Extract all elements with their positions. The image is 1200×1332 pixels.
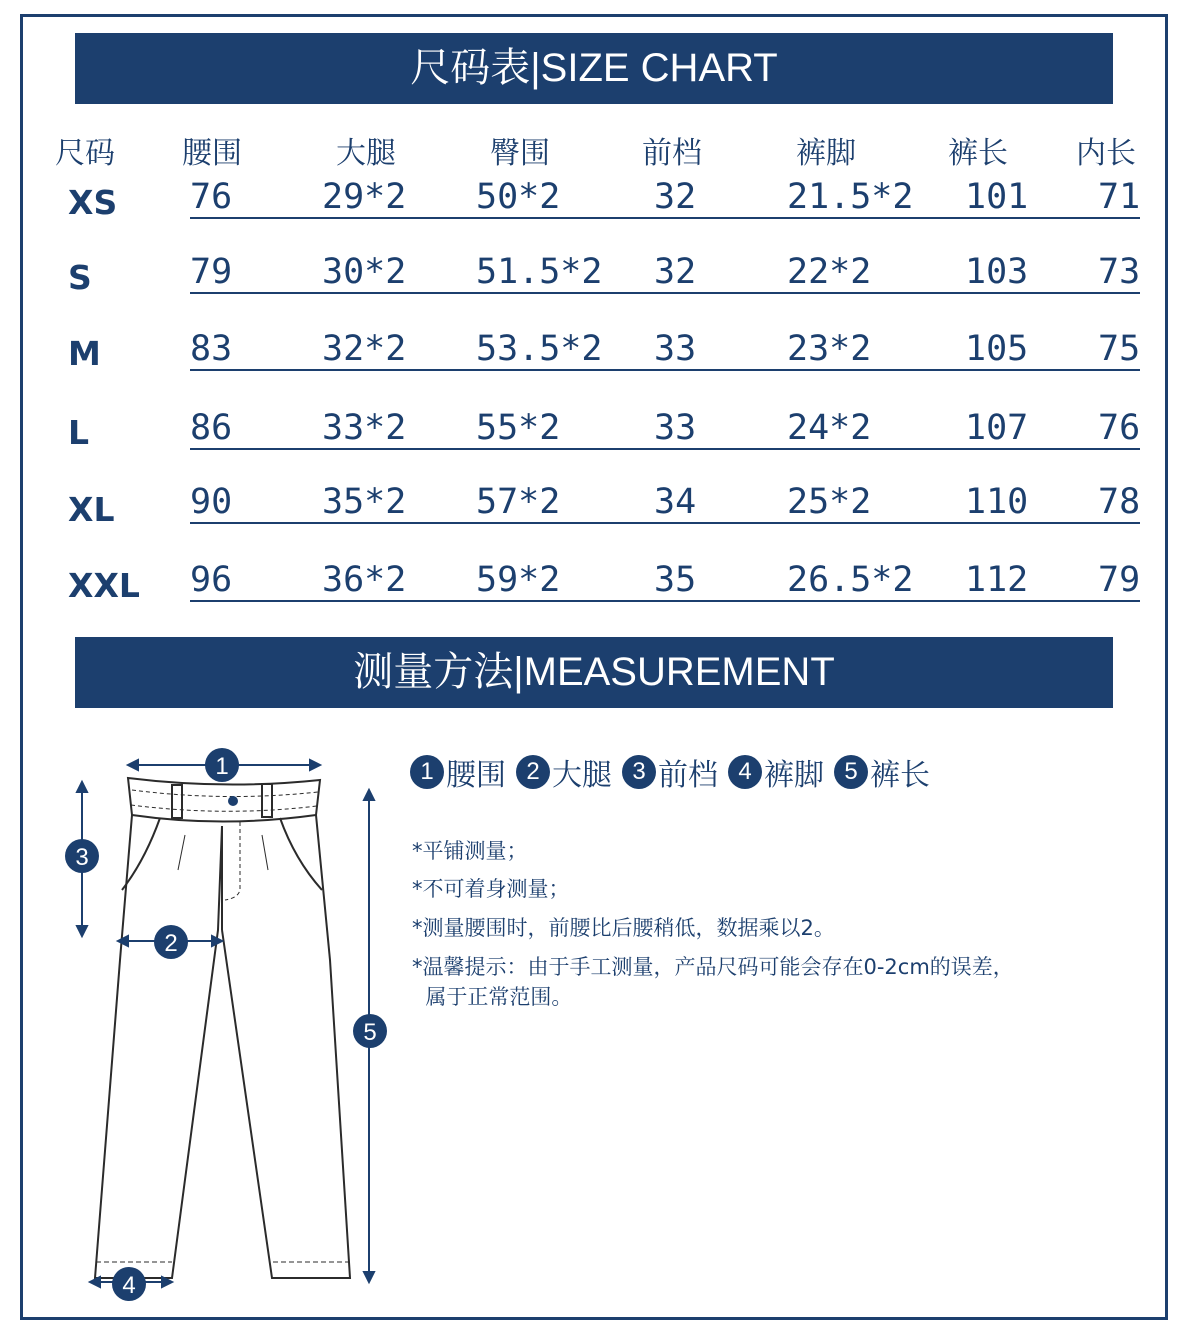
size-label: L: [68, 413, 90, 452]
header-rise: 前档: [642, 136, 702, 171]
legend-item: [410, 750, 506, 794]
size-label: M: [68, 334, 101, 373]
cell-hem: 22*2: [787, 252, 872, 292]
header-thigh: 大腿: [336, 136, 396, 171]
legend-label: 裤脚: [764, 758, 824, 793]
cell-rise: 34: [654, 482, 697, 522]
legend-number: 3: [622, 755, 656, 789]
cell-waist: 79: [190, 252, 233, 292]
cell-waist: 86: [190, 408, 233, 448]
header-hem: 裤脚: [796, 136, 856, 171]
cell-thigh: 35*2: [322, 482, 407, 522]
cell-hem: 25*2: [787, 482, 872, 522]
cell-waist: 90: [190, 482, 233, 522]
legend-label: 前档: [658, 758, 718, 793]
note-tip-continued: 属于正常范围。: [412, 985, 573, 1009]
marker-3-label: 3: [75, 844, 89, 871]
legend-label: 大腿: [552, 758, 612, 793]
legend-number: 5: [834, 755, 868, 789]
cell-hem: 21.5*2: [787, 177, 914, 217]
cell-rise: 32: [654, 177, 697, 217]
cell-hip: 55*2: [476, 408, 561, 448]
measurement-banner: 测量方法|MEASUREMENT: [75, 637, 1113, 708]
cell-waist: 83: [190, 329, 233, 369]
note-not-worn: *不可着身测量；: [412, 877, 570, 901]
belt-loop: [262, 784, 272, 817]
size-label: XS: [68, 183, 118, 222]
cell-length: 112: [965, 560, 1029, 600]
cell-inseam: 75: [1098, 329, 1141, 369]
cell-inseam: 79: [1098, 560, 1141, 600]
cell-hem: 23*2: [787, 329, 872, 369]
legend-item: [834, 750, 930, 794]
cell-rise: 33: [654, 329, 697, 369]
marker-2-label: 2: [164, 930, 178, 957]
legend-label: 腰围: [446, 758, 506, 793]
cell-length: 103: [965, 252, 1029, 292]
marker-1-label: 1: [215, 753, 229, 780]
size-label: XL: [68, 490, 115, 529]
measurement-legend: [410, 750, 940, 794]
legend-number: 1: [410, 755, 444, 789]
cell-inseam: 71: [1098, 177, 1141, 217]
cell-waist: 96: [190, 560, 233, 600]
header-length: 裤长: [948, 136, 1008, 171]
cell-thigh: 33*2: [322, 408, 407, 448]
cell-inseam: 76: [1098, 408, 1141, 448]
cell-hem: 26.5*2: [787, 560, 914, 600]
legend-number: 4: [728, 755, 762, 789]
cell-rise: 32: [654, 252, 697, 292]
cell-rise: 35: [654, 560, 697, 600]
button-dot: [228, 796, 238, 806]
legend-item: [516, 750, 612, 794]
cell-length: 110: [965, 482, 1029, 522]
cell-hip: 57*2: [476, 482, 561, 522]
cell-length: 107: [965, 408, 1029, 448]
cell-hip: 50*2: [476, 177, 561, 217]
size-chart-banner: 尺码表|SIZE CHART: [75, 33, 1113, 104]
cell-length: 101: [965, 177, 1029, 217]
cell-thigh: 30*2: [322, 252, 407, 292]
cell-hip: 53.5*2: [476, 329, 603, 369]
header-hip: 臀围: [490, 136, 550, 171]
left-pocket: [122, 818, 160, 890]
marker-5-label: 5: [363, 1019, 377, 1046]
size-label: XXL: [68, 566, 140, 605]
cell-hem: 24*2: [787, 408, 872, 448]
cell-thigh: 36*2: [322, 560, 407, 600]
size-label: S: [68, 258, 92, 297]
cell-rise: 33: [654, 408, 697, 448]
cell-length: 105: [965, 329, 1029, 369]
header-waist: 腰围: [182, 136, 242, 171]
legend-item: [728, 750, 824, 794]
legend-label: 裤长: [870, 758, 930, 793]
legend-item: [622, 750, 718, 794]
marker-4-label: 4: [122, 1272, 136, 1299]
cell-waist: 76: [190, 177, 233, 217]
cell-inseam: 78: [1098, 482, 1141, 522]
waistband-outline: [128, 778, 320, 822]
cell-hip: 59*2: [476, 560, 561, 600]
note-tip: *温馨提示：由于手工测量，产品尺码可能会存在0-2cm的误差，: [412, 955, 1014, 979]
belt-loop: [172, 785, 182, 818]
cell-inseam: 73: [1098, 252, 1141, 292]
cell-thigh: 32*2: [322, 329, 407, 369]
header-size: 尺码: [55, 136, 115, 171]
legend-number: 2: [516, 755, 550, 789]
header-inseam: 内长: [1076, 136, 1136, 171]
note-flat: *平铺测量；: [412, 839, 528, 863]
left-leg-outline: [95, 815, 222, 1278]
right-pocket: [280, 818, 322, 890]
note-waist: *测量腰围时，前腰比后腰稍低，数据乘以2。: [412, 916, 835, 940]
cell-thigh: 29*2: [322, 177, 407, 217]
cell-hip: 51.5*2: [476, 252, 603, 292]
right-leg-outline: [222, 815, 350, 1278]
